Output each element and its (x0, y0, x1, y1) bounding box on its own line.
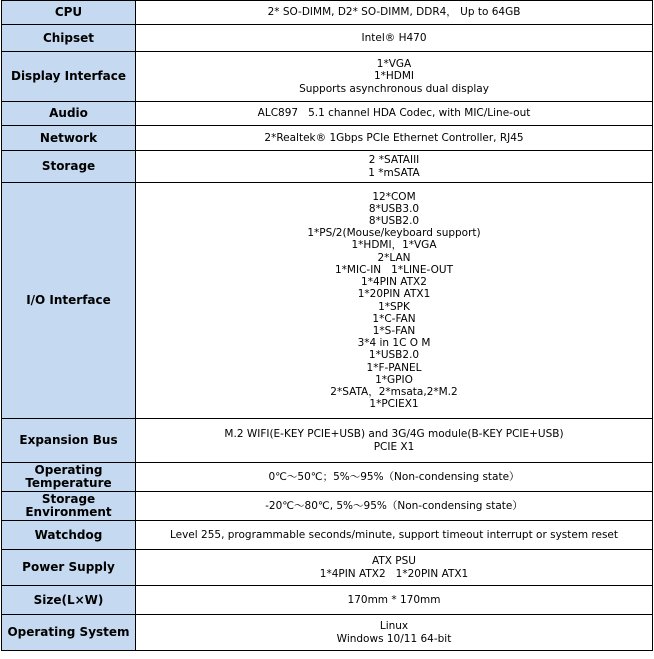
spec-value (136, 419, 653, 463)
spec-row (2, 151, 653, 183)
spec-value-line: 8*USB2.0 (368, 215, 420, 228)
spec-label: Storage (2, 151, 136, 183)
spec-row (2, 183, 653, 419)
spec-table-body (2, 1, 653, 651)
spec-value-line: 1*USB2.0 (368, 349, 420, 362)
spec-value-line: Linux (379, 620, 409, 633)
spec-value-line: ATX PSU (372, 555, 416, 568)
spec-value-line: Supports asynchronous dual display (299, 82, 489, 95)
spec-row (2, 126, 653, 151)
spec-row (2, 52, 653, 102)
spec-value-line: 1*VGA (376, 58, 412, 71)
spec-value-line: ALC897 5.1 channel HDA Codec, with MIC/Line-out (257, 107, 531, 120)
spec-value-line: 1 *mSATA (368, 166, 420, 179)
spec-value-line: 0℃～50℃；5%～95%（Non-condensing state） (268, 470, 520, 483)
spec-label: Operating System (2, 615, 136, 651)
spec-value (136, 1, 653, 25)
spec-label: Storage Environment (2, 492, 136, 521)
spec-value-line: 2*LAN (377, 251, 411, 264)
spec-value-line: Windows 10/11 64-bit (336, 632, 452, 645)
spec-value-line: 8*USB3.0 (368, 202, 420, 215)
spec-value-line: 1*HDMI (373, 70, 415, 83)
spec-value-line: 1*4PIN ATX2 (361, 276, 427, 289)
spec-value (136, 102, 653, 126)
spec-label: CPU (2, 1, 136, 25)
spec-value-line: 1*4PIN ATX2 1*20PIN ATX1 (319, 567, 469, 580)
spec-value (136, 586, 653, 615)
spec-value-line: Intel® H470 (361, 31, 427, 44)
spec-value (136, 25, 653, 52)
spec-value-line: Level 255, programmable seconds/minute, support timeout interrupt or system reset (169, 528, 619, 541)
spec-label: Watchdog (2, 521, 136, 550)
spec-row (2, 102, 653, 126)
spec-value (136, 463, 653, 492)
spec-value (136, 550, 653, 586)
spec-row (2, 521, 653, 550)
spec-row (2, 463, 653, 492)
spec-value-line: M.2 WIFI(E-KEY PCIE+USB) and 3G/4G module(B-KEY PCIE+USB) (224, 428, 564, 441)
spec-label: Chipset (2, 25, 136, 52)
spec-label: Audio (2, 102, 136, 126)
spec-row (2, 586, 653, 615)
spec-value-line: 1*HDMI，1*VGA (351, 239, 437, 252)
spec-label: Power Supply (2, 550, 136, 586)
spec-label: Display Interface (2, 52, 136, 102)
spec-value-line: 12*COM (372, 190, 416, 203)
spec-value-line: 1*GPIO (375, 373, 413, 386)
spec-value (136, 52, 653, 102)
spec-row (2, 25, 653, 52)
spec-value (136, 151, 653, 183)
spec-value (136, 521, 653, 550)
spec-row (2, 1, 653, 25)
spec-value-line: 2*Realtek® 1Gbps PCIe Ethernet Controller, RJ45 (264, 131, 524, 144)
spec-label: Size(L×W) (2, 586, 136, 615)
spec-value (136, 183, 653, 419)
spec-value-line: 1*PCIEX1 (369, 398, 419, 411)
spec-value-line: 3*4 in 1C O M (357, 337, 431, 350)
spec-value-line: 2*SATA，2*msata,2*M.2 (330, 385, 458, 398)
spec-row (2, 615, 653, 651)
spec-value-line: 1*PS/2(Mouse/keyboard support) (307, 227, 481, 240)
spec-value-line: 2 *SATAIII (368, 154, 420, 167)
spec-value-line: 1*MIC-IN 1*LINE-OUT (335, 263, 453, 276)
spec-row (2, 492, 653, 521)
spec-value-line: 1*C-FAN (372, 312, 416, 325)
spec-row (2, 550, 653, 586)
spec-value-line: 2* SO-DIMM, D2* SO-DIMM, DDR4， Up to 64GB (267, 6, 521, 19)
spec-value-line: 1*F-PANEL (366, 361, 422, 374)
spec-value-line: 1*SPK (378, 300, 410, 313)
spec-value (136, 615, 653, 651)
spec-label: I/O Interface (2, 183, 136, 419)
spec-table (1, 0, 653, 651)
spec-value-line: -20℃～80℃, 5%～95%（Non-condensing state） (265, 499, 523, 512)
spec-value-line: 1*S-FAN (372, 324, 416, 337)
spec-value (136, 492, 653, 521)
spec-value (136, 126, 653, 151)
spec-value-line: 1*20PIN ATX1 (357, 288, 431, 301)
spec-row (2, 419, 653, 463)
spec-label: Network (2, 126, 136, 151)
spec-value-line: PCIE X1 (373, 440, 415, 453)
spec-label: Operating Temperature (2, 463, 136, 492)
spec-value-line: 170mm * 170mm (347, 593, 441, 606)
spec-label: Expansion Bus (2, 419, 136, 463)
